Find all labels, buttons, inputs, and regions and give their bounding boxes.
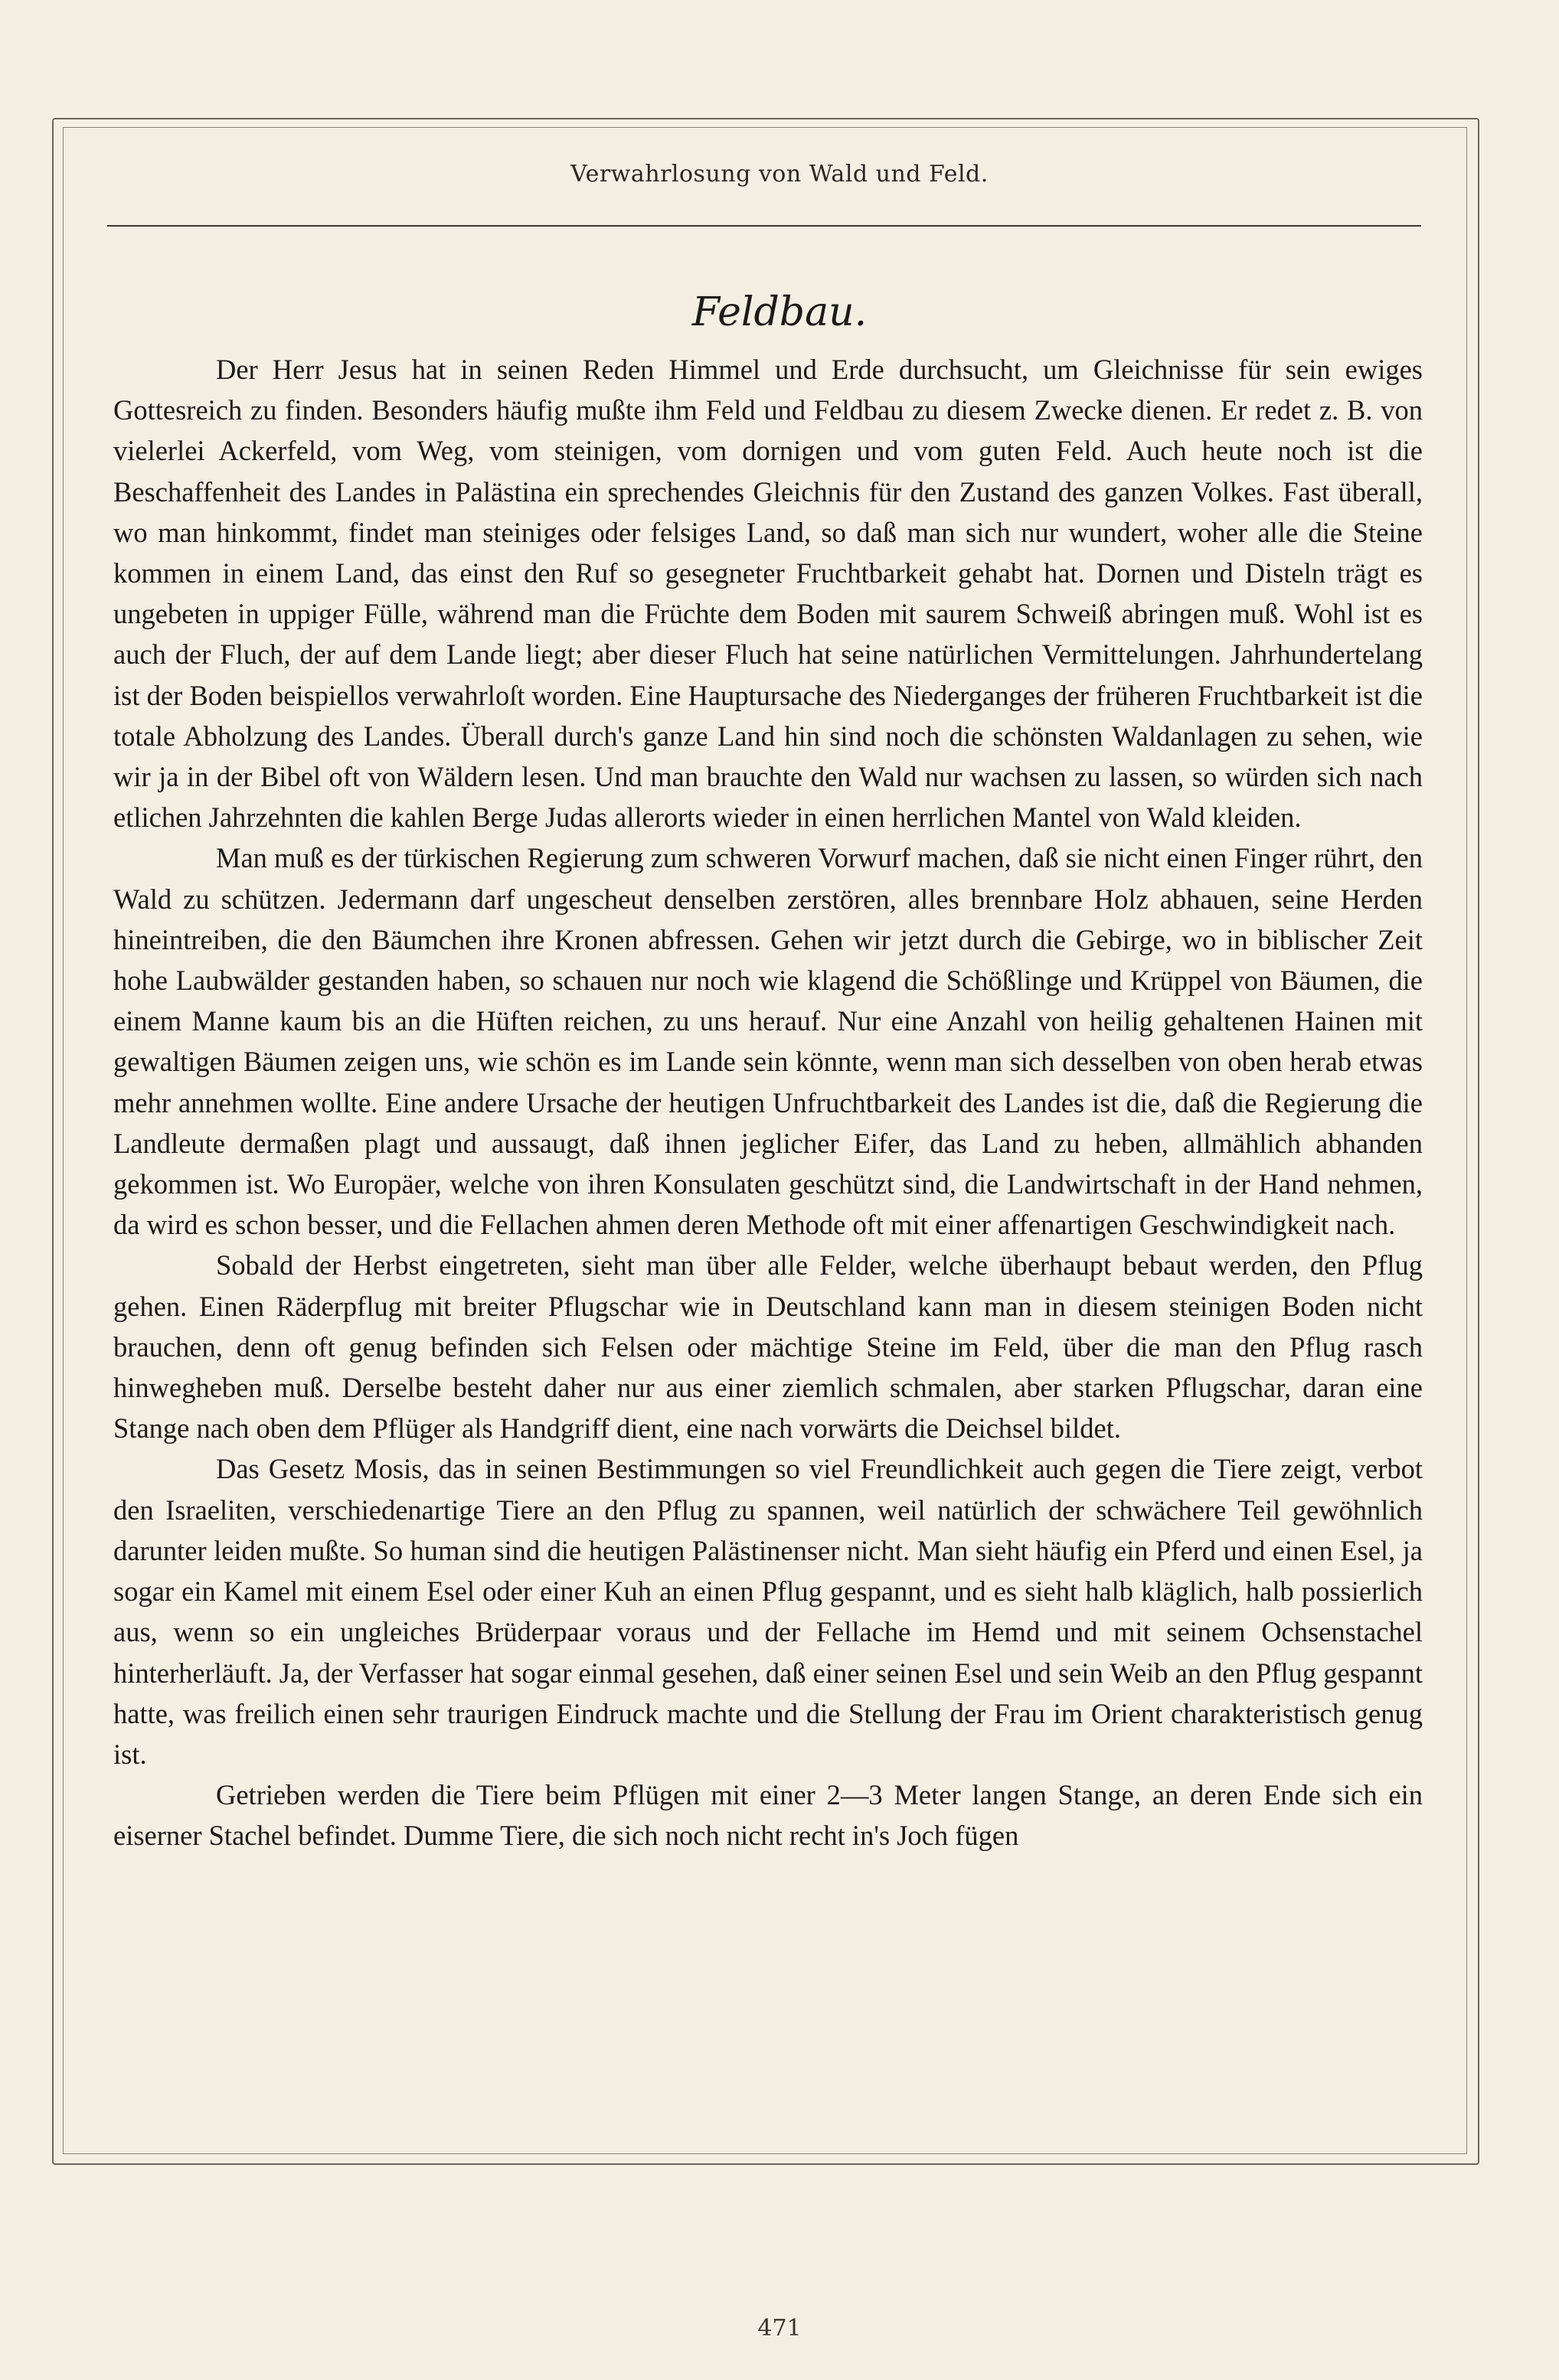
header-rule <box>107 225 1421 227</box>
section-title: Feldbau. <box>691 289 868 335</box>
paragraph: Getrieben werden die Tiere beim Pflügen mit einer 2—3 Meter langen Stange, an deren Ende sich ein eiserner Stachel befindet. Dumme Tiere, die sich noch nicht recht in's Joch fügen <box>113 1779 1423 1852</box>
page-number: 471 <box>757 2315 802 2342</box>
paragraph: Man muß es der türkischen Regierung zum schweren Vorwurf machen, daß sie nicht einen Finger rührt, den Wald zu schützen. Jedermann darf ungescheut denselben zerstören, alles brennbare Holz abhauen, seine Herden hineintreiben, die den Bäumchen ihre Kronen abfressen. Gehen wir jetzt durch die Gebirge, wo in biblischer Zeit hohe Laubwälder gestanden haben, so schauen nur noch wie klagend die Schößlinge und Krüppel von Bäumen, die einem Manne kaum bis an die Hüften reichen, zu uns herauf. Nur eine Anzahl von heilig gehaltenen Hainen mit gewaltigen Bäumen zeigen uns, wie schön es im Lande sein könnte, wenn man sich desselben von oben herab etwas mehr annehmen wollte. Eine andere Ursache der heutigen Unfruchtbarkeit des Landes ist die, daß die Regierung die Landleute dermaßen plagt und aussaugt, daß ihnen jeglicher Eifer, das Land zu heben, allmählich abhanden gekommen ist. Wo Europäer, welche von ihren Konsulaten geschützt sind, die Landwirtschaft in der Hand nehmen, da wird es schon besser, und die Fellachen ahmen deren Methode oft mit einer affenartigen Geschwindigkeit nach. <box>113 842 1423 1241</box>
body-text <box>113 349 1423 1856</box>
paragraph: Sobald der Herbst eingetreten, sieht man über alle Felder, welche überhaupt bebaut werden, den Pflug gehen. Einen Räderpflug mit breiter Pflugschar wie in Deutschland kann man in diesem steinigen Boden nicht brauchen, denn oft genug befinden sich Felsen oder mächtige Steine im Feld, über die man den Pflug rasch hinwegheben muß. Derselbe besteht daher nur aus einer ziemlich schmalen, aber starken Pflugschar, daran eine Stange nach oben dem Pflüger als Handgriff dient, eine nach vorwärts die Deichsel bildet. <box>113 1249 1423 1445</box>
paragraph: Das Gesetz Mosis, das in seinen Bestimmungen so viel Freundlichkeit auch gegen die Tiere zeigt, verbot den Israeliten, verschiedenartige Tiere an den Pflug zu spannen, weil natürlich der schwächere Teil gewöhnlich darunter leiden mußte. So human sind die heutigen Palästinenser nicht. Man sieht häufig ein Pferd und einen Esel, ja sogar ein Kamel mit einem Esel oder einer Kuh an einen Pflug gespannt, und es sieht halb kläglich, halb possierlich aus, wenn so ein ungleiches Brüderpaar voraus und der Fellache im Hemd und mit seinem Ochsenstachel hinterherläuft. Ja, der Verfasser hat sogar einmal gesehen, daß einer seinen Esel und sein Weib an den Pflug gespannt hatte, was freilich einen sehr traurigen Eindruck machte und die Stellung der Frau im Orient charakteristisch genug ist. <box>113 1453 1423 1770</box>
paragraph: Der Herr Jesus hat in seinen Reden Himmel und Erde durchsucht, um Gleichnisse für sein ewiges Gottesreich zu finden. Besonders häufig mußte ihm Feld und Feldbau zu diesem Zwecke dienen. Er redet z. B. von vielerlei Ackerfeld, vom Weg, vom steinigen, vom dornigen und vom guten Feld. Auch heute noch ist die Beschaffenheit des Landes in Palästina ein sprechendes Gleichnis für den Zustand des ganzen Volkes. Fast überall, wo man hinkommt, findet man steiniges oder felsiges Land, so daß man sich nur wundert, woher alle die Steine kommen in einem Land, das einst den Ruf so gesegneter Fruchtbarkeit gehabt hat. Dornen und Disteln trägt es ungebeten in uppiger Fülle, während man die Früchte dem Boden mit saurem Schweiß abringen muß. Wohl ist es auch der Fluch, der auf dem Lande liegt; aber dieser Fluch hat seine natürlichen Vermittelungen. Jahrhundertelang ist der Boden beispiellos verwahrloſt worden. Eine Hauptursache des Niederganges der früheren Fruchtbarkeit ist die totale Abholzung des Landes. Überall durch's ganze Land hin sind noch die schönsten Waldanlagen zu sehen, wie wir ja in der Bibel oft von Wäldern lesen. Und man brauchte den Wald nur wachsen zu lassen, so würden sich nach etlichen Jahrzehnten die kahlen Berge Judas allerorts wieder in einen herrlichen Mantel von Wald kleiden. <box>113 354 1423 834</box>
running-head: Verwahrlosung von Wald und Feld. <box>570 161 989 188</box>
